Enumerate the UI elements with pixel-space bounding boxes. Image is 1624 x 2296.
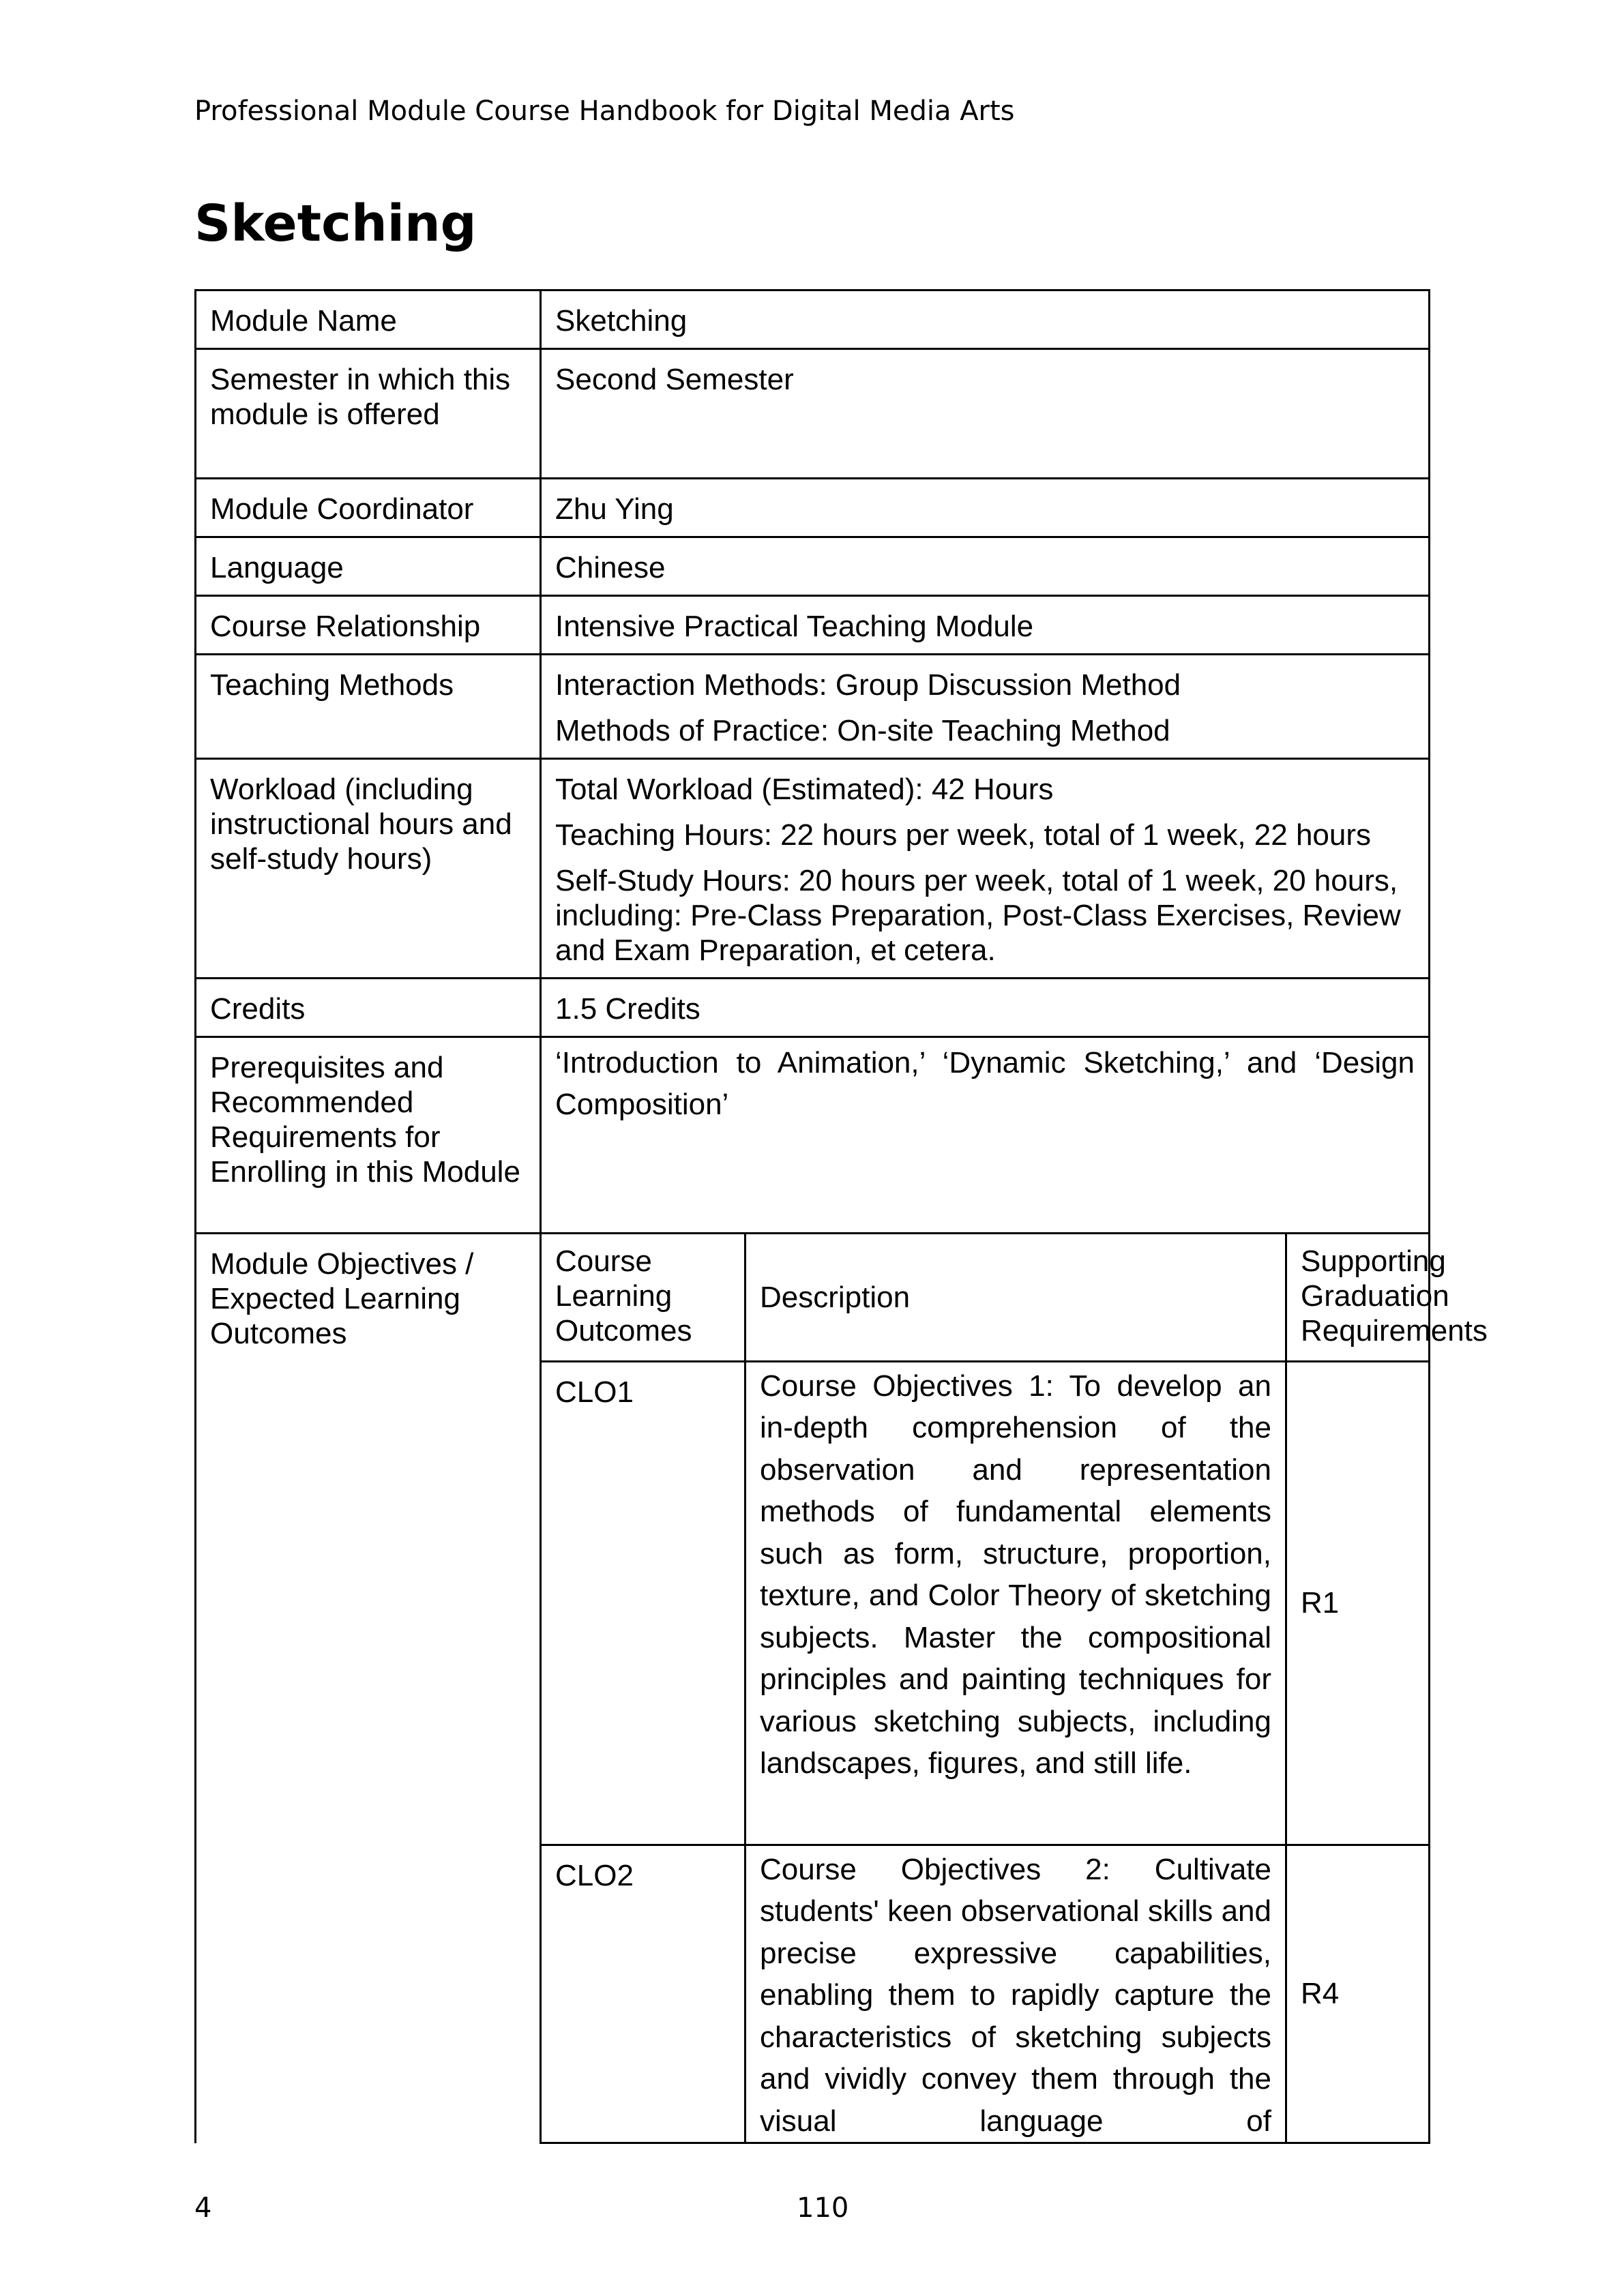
graduation-requirement: R4: [1286, 1845, 1429, 2142]
table-row: [196, 479, 1430, 537]
column-header: Course Learning Outcomes: [555, 1244, 692, 1347]
table-row: [196, 596, 1430, 655]
row-value: Second Semester: [541, 349, 1430, 479]
row-value: [541, 655, 1430, 759]
column-header: Supporting Graduation Requirements: [1286, 1234, 1429, 1361]
graduation-requirement: R1: [1286, 1361, 1429, 1845]
row-label: Credits: [196, 979, 541, 1037]
column-header: Description: [745, 1234, 1286, 1361]
value-line: Self-Study Hours: 20 hours per week, total of 1 week, 20 hours, including: Pre-Class Preparation, Post-Class Exercises, Review and Exam Preparation, et cetera.: [555, 864, 1401, 967]
table-row: [196, 655, 1430, 759]
clo-description-text: Course Objectives 1: To develop an in-depth comprehension of the observation and representation methods of fundamental elements such as form, structure, proportion, texture, and Color Theory of sketching subjects. Master the compositional principles and painting techniques for various sketching subjects, including landscapes, figures, and still life.: [760, 1369, 1271, 1780]
row-label: Module Name: [196, 290, 541, 349]
row-value: 1.5 Credits: [541, 979, 1430, 1037]
footer-section-number: 4: [194, 2192, 212, 2224]
row-value: Chinese: [541, 537, 1430, 596]
table-row: [196, 759, 1430, 979]
row-value: Sketching: [541, 290, 1430, 349]
module-table: [194, 289, 1488, 2144]
page-title: Sketching: [194, 194, 477, 253]
value-line: Interaction Methods: Group Discussion Method: [555, 668, 1181, 702]
objectives-header-row: [542, 1234, 1428, 1361]
table-row: [196, 349, 1430, 479]
row-label: Course Relationship: [196, 596, 541, 655]
clo-id: CLO2: [542, 1845, 745, 2142]
objectives-table: [542, 1234, 1488, 2142]
value-line: Total Workload (Estimated): 42 Hours: [555, 773, 1054, 806]
table-row: [196, 979, 1430, 1037]
table-row: [542, 1845, 1428, 2142]
clo-id: CLO1: [542, 1361, 745, 1845]
value-line: Teaching Hours: 22 hours per week, total of 1 week, 22 hours: [555, 818, 1372, 852]
table-row: [196, 1037, 1430, 1234]
row-label: Module Coordinator: [196, 479, 541, 537]
row-value: Intensive Practical Teaching Module: [541, 596, 1430, 655]
row-label: Prerequisites and Recommended Requirements for Enrolling in this Module: [196, 1037, 541, 1234]
row-value: Zhu Ying: [541, 479, 1430, 537]
objectives-cell: [541, 1234, 1488, 2143]
row-value: [541, 759, 1430, 979]
table-row: [196, 537, 1430, 596]
value-line: Methods of Practice: On-site Teaching Method: [555, 714, 1170, 747]
table-row: [196, 290, 1430, 349]
clo-description: [745, 1845, 1286, 2142]
objectives-row: [196, 1234, 1430, 2143]
running-header: Professional Module Course Handbook for Digital Media Arts: [194, 95, 1015, 127]
row-value: ‘Introduction to Animation,’ ‘Dynamic Sketching,’ and ‘Design Composition’: [541, 1037, 1430, 1234]
row-label: Language: [196, 537, 541, 596]
row-label: Module Objectives / Expected Learning Outcomes: [196, 1234, 541, 2143]
table-row: [542, 1361, 1428, 1845]
row-label: Semester in which this module is offered: [196, 349, 541, 479]
footer-page-number: 110: [797, 2192, 849, 2224]
clo-description: [745, 1361, 1286, 1845]
row-label: Teaching Methods: [196, 655, 541, 759]
clo-description-text: Course Objectives 2: Cultivate students' keen observational skills and precise expressive capabilities, enabling them to rapidly capture the characteristics of sketching subjects and vividly convey them through the visual language of: [760, 1852, 1271, 2138]
row-label: Workload (including instructional hours and self-study hours): [196, 759, 541, 979]
